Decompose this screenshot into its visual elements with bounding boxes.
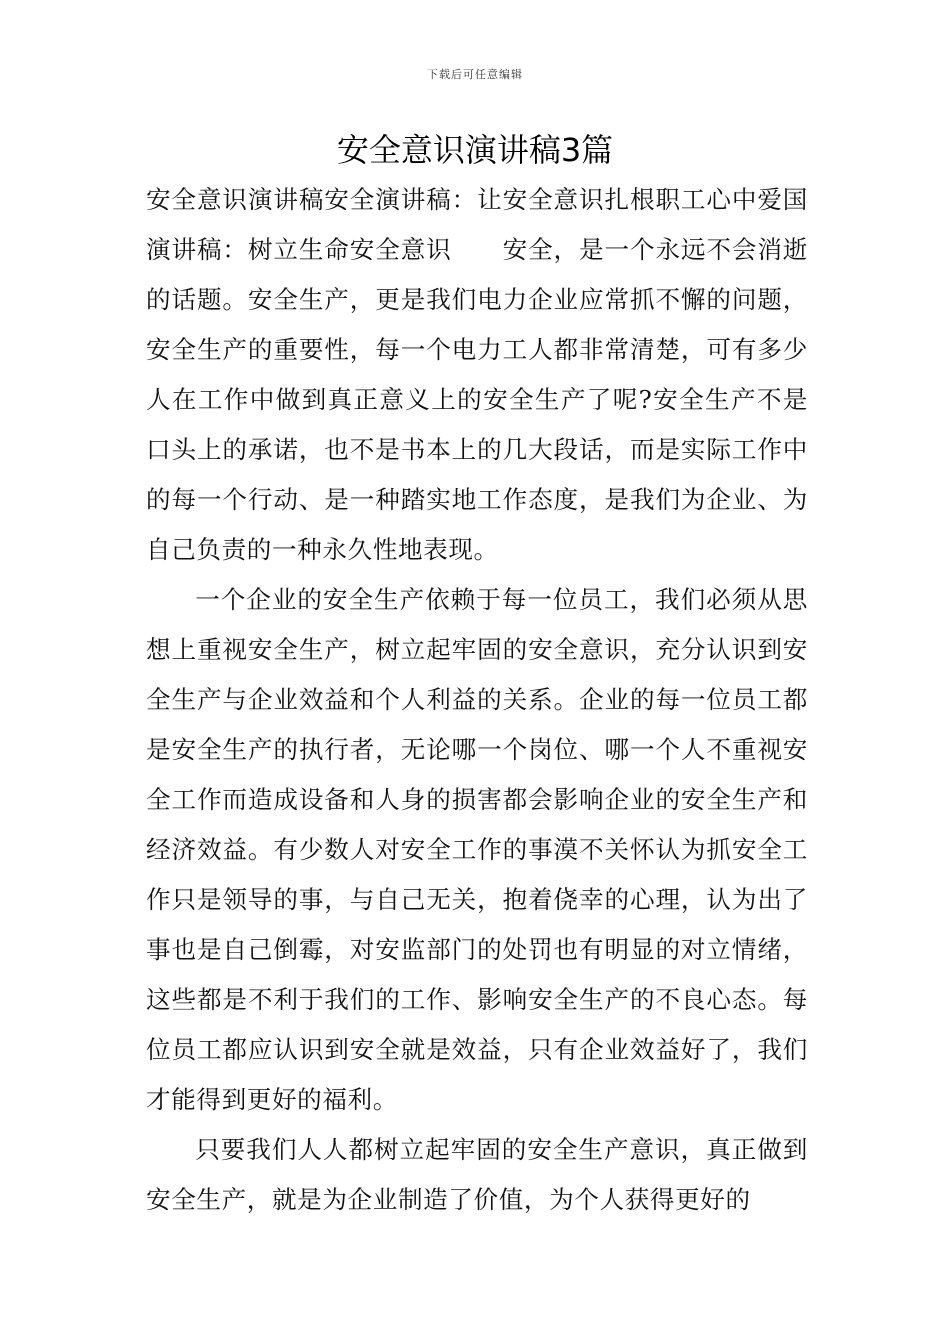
paragraph-2: 一个企业的安全生产依赖于每一位员工，我们必须从思想上重视安全生产，树立起牢固的安全意识，充分认识到安全生产与企业效益和个人利益的关系。企业的每一位员工都是安全生产的执行者，无论哪一个岗位、哪一个人不重视安全工作而造成设备和人身的损害都会影响企业的安全生产和经济效益。有少数人对安全工作的事漠不关怀认为抓安全工作只是领导的事，与自己无关，抱着侥幸的心理，认为出了事也是自己倒霉，对安监部门的处罚也有明显的对立情绪，这些都是不利于我们的工作、影响安全生产的不良心态。每位员工都应认识到安全就是效益，只有企业效益好了，我们才能得到更好的福利。: [146, 585, 808, 1114]
paragraph-3: 只要我们人人都树立起牢固的安全生产意识，真正做到安全生产，就是为企业制造了价值，为个人获得更好的: [146, 1135, 808, 1214]
document-title: 安全意识演讲稿3篇: [336, 131, 614, 169]
document-body: [146, 175, 808, 1225]
header-note: 下载后可任意编辑: [427, 68, 523, 81]
paragraph-1: 安全意识演讲稿安全演讲稿：让安全意识扎根职工心中爱国演讲稿：树立生命安全意识 安全，是一个永远不会消逝的话题。安全生产，更是我们电力企业应常抓不懈的问题，安全生产的重要性，每一个电力工人都非常清楚，可有多少人在工作中做到真正意义上的安全生产了呢?安全生产不是口头上的承诺，也不是书本上的几大段话，而是实际工作中的每一个行动、是一种踏实地工作态度，是我们为企业、为自己负责的一种永久性地表现。: [146, 185, 808, 564]
